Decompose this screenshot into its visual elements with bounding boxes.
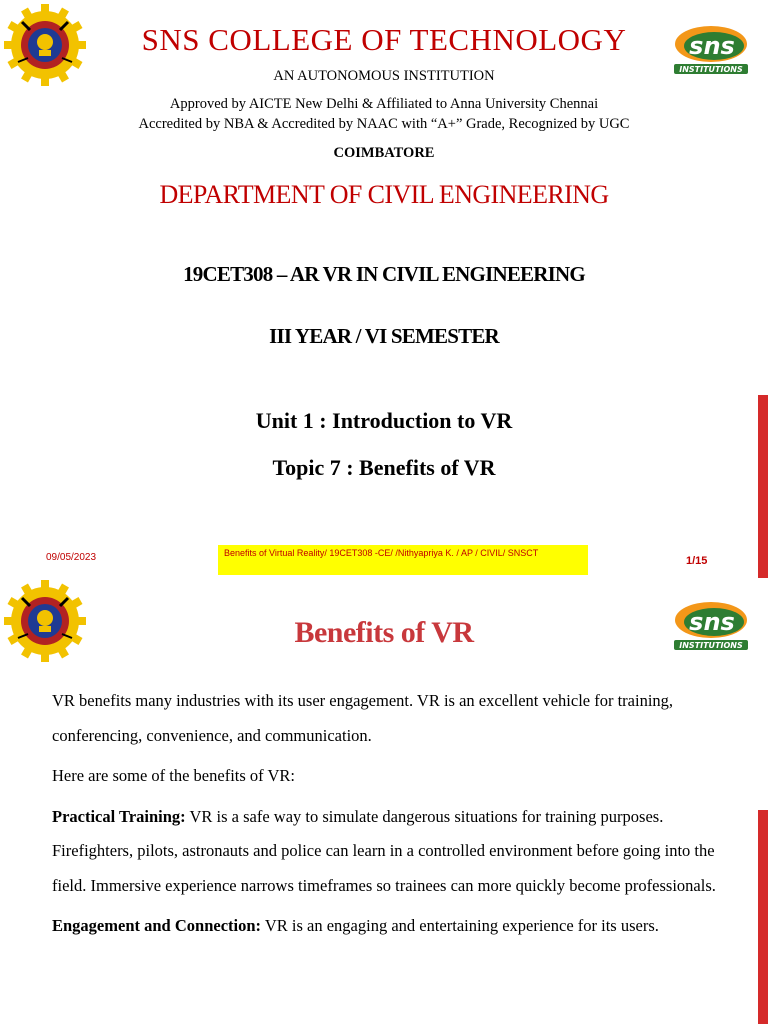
content-slide: [0, 578, 768, 1024]
footer-info: Benefits of Virtual Reality/ 19CET308 -CE/ /Nithyapriya K. / AP / CIVIL/ SNSCT: [218, 545, 588, 575]
paragraph-text: VR is an engaging and entertaining experience for its users.: [261, 916, 659, 935]
svg-text:sns: sns: [689, 32, 735, 60]
course-title: 19CET308 – AR VR IN CIVIL ENGINEERING: [183, 262, 585, 286]
city-label: COIMBATORE: [333, 145, 435, 161]
accreditation-text: Accredited by NBA & Accredited by NAAC with “A+” Grade, Recognized by UGC: [138, 116, 630, 132]
paragraph: [52, 759, 732, 794]
paragraph: [52, 684, 732, 753]
department-title: DEPARTMENT OF CIVIL ENGINEERING: [159, 180, 609, 209]
svg-text:INSTITUTIONS: INSTITUTIONS: [679, 641, 743, 650]
year-semester: III YEAR / VI SEMESTER: [269, 324, 499, 348]
page-number: 1/15: [686, 555, 708, 567]
slide-title: Benefits of VR: [294, 616, 474, 649]
paragraph: [52, 909, 732, 944]
paragraph-lead: Engagement and Connection:: [52, 916, 262, 935]
slide-body: [52, 684, 732, 950]
paragraph-lead: Practical Training:: [52, 806, 186, 826]
paragraph: [52, 800, 732, 904]
college-name: SNS COLLEGE OF TECHNOLOGY: [141, 22, 627, 57]
paragraph-text: VR is a safe way to simulate dangerous situations for training purposes. Firefighters, pilots, astronauts and police can learn in a controlled environment before going into the field. Immersive experience narrows timeframes so trainees can more quickly become professionals.: [52, 806, 716, 895]
unit-title: Unit 1 : Introduction to VR: [255, 408, 513, 433]
approval-text: Approved by AICTE New Delhi & Affiliated to Anna University Chennai: [169, 96, 599, 112]
topic-title: Topic 7 : Benefits of VR: [272, 455, 496, 480]
footer-date: 09/05/2023: [46, 552, 97, 563]
svg-text:INSTITUTIONS: INSTITUTIONS: [679, 65, 743, 74]
paragraph-text: Here are some of the benefits of VR:: [52, 766, 295, 785]
svg-text:sns: sns: [689, 608, 735, 636]
side-accent-bar: [758, 810, 768, 1024]
side-accent-bar: [758, 395, 768, 578]
paragraph-text: VR benefits many industries with its user engagement. VR is an excellent vehicle for training, conferencing, convenience, and communication.: [52, 691, 674, 745]
autonomous-label: AN AUTONOMOUS INSTITUTION: [273, 68, 495, 84]
